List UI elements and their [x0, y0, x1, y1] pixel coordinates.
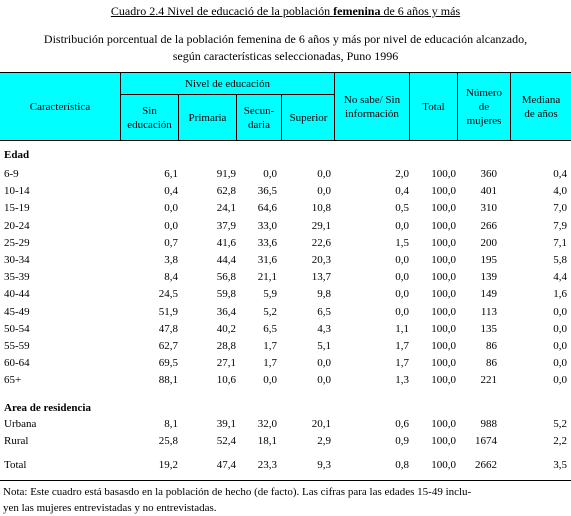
table-cell: 10,6: [216, 374, 236, 387]
table-row: [0, 322, 571, 338]
table-cell: 0,0: [553, 357, 567, 370]
divider: [457, 73, 458, 140]
header-primaria: Primaria: [188, 111, 227, 124]
table-cell: 27,1: [216, 357, 236, 370]
table-cell: 0,0: [395, 271, 409, 284]
table-cell: 100,0: [431, 202, 456, 215]
table-cell: 100,0: [431, 340, 456, 352]
note-line-2: yen las mujeres entrevistadas y no entrevistadas.: [3, 502, 217, 514]
table-row: [0, 184, 571, 200]
header-total: Total: [422, 100, 445, 113]
table-cell: 0,4: [164, 185, 178, 198]
divider: [281, 94, 282, 140]
table-cell: 100,0: [431, 459, 456, 471]
table-cell: 19,2: [158, 459, 178, 471]
table-row: [0, 270, 571, 286]
table-cell: 6,1: [164, 168, 178, 180]
table-cell: 4,0: [553, 185, 567, 198]
row-label: 20-24: [4, 219, 30, 232]
table-cell: 44,4: [216, 254, 236, 266]
row-label: 10-14: [4, 185, 30, 198]
table-cell: 39,1: [216, 418, 236, 430]
row-label: 30-34: [4, 254, 30, 266]
table-cell: 0,0: [317, 357, 331, 370]
table-cell: 69,5: [158, 357, 178, 370]
table-cell: 360: [480, 168, 497, 180]
table-cell: 100,0: [431, 288, 456, 301]
table-cell: 36,4: [216, 305, 236, 318]
header-nivel-educacion: Nivel de educación: [185, 78, 270, 90]
row-label: 60-64: [4, 357, 30, 370]
table-cell: 5,2: [263, 305, 277, 318]
table-cell: 1,3: [395, 374, 409, 387]
header-secundaria: Secun- daria: [243, 104, 275, 131]
table-cell: 91,9: [216, 168, 236, 180]
table-cell: 88,1: [158, 374, 178, 387]
header-caracteristica: Característica: [29, 100, 91, 113]
table-header: [0, 72, 571, 141]
header-no-sabe: No sabe/ Sin información: [343, 93, 401, 120]
table-cell: 59,8: [216, 288, 236, 301]
table-cell: 62,7: [158, 340, 178, 352]
table-cell: 1,7: [395, 340, 409, 352]
table-cell: 7,0: [553, 202, 567, 215]
table-row: [0, 236, 571, 252]
table-cell: 64,6: [257, 202, 277, 215]
table-cell: 139: [480, 271, 497, 284]
table-cell: 28,8: [216, 340, 236, 352]
table-row: [0, 201, 571, 217]
table-cell: 6,5: [317, 305, 331, 318]
table-cell: 0,0: [553, 374, 567, 387]
table-cell: 7,9: [553, 219, 567, 232]
table-cell: 113: [480, 305, 497, 318]
table-row: [0, 219, 571, 235]
table-cell: 0,4: [553, 168, 567, 180]
table-cell: 221: [480, 374, 497, 387]
table-cell: 33,6: [257, 236, 277, 249]
table-subtitle: [0, 31, 571, 65]
note-line-1: Nota: Este cuadro está basasdo en la población de hecho (de facto). Las cifras para las edades 15-49 inclu-: [3, 486, 472, 498]
table-title: [0, 4, 571, 19]
section-residencia: Area de residencia: [4, 402, 91, 414]
table-cell: 9,3: [317, 459, 331, 471]
table-cell: 32,0: [257, 418, 277, 430]
table-cell: 1,6: [553, 288, 567, 301]
row-label: 25-29: [4, 236, 30, 249]
table-cell: 0,0: [263, 374, 277, 387]
table-cell: 9,8: [317, 288, 331, 301]
row-label: 55-59: [4, 340, 30, 352]
table-cell: 0,8: [395, 459, 409, 471]
table-cell: 310: [480, 202, 497, 215]
row-label: 65+: [4, 374, 22, 387]
table-row: [0, 373, 571, 389]
title-bold: femenina: [333, 4, 381, 18]
header-superior: Superior: [289, 111, 328, 124]
table-cell: 86: [486, 357, 497, 370]
table-cell: 988: [480, 418, 497, 430]
divider: [120, 94, 335, 95]
table-cell: 20,3: [311, 254, 331, 266]
table-cell: 5,1: [317, 340, 331, 352]
table-cell: 4,4: [553, 271, 567, 284]
table-cell: 0,0: [395, 305, 409, 318]
table-cell: 24,1: [216, 202, 236, 215]
table-cell: 401: [480, 185, 497, 198]
table-cell: 47,8: [158, 322, 178, 335]
table-cell: 0,0: [317, 168, 331, 180]
table-row: [0, 253, 571, 269]
table-row: [0, 305, 571, 321]
table-cell: 13,7: [311, 271, 331, 284]
row-label: Total: [4, 459, 27, 471]
table-cell: 3,8: [164, 254, 178, 266]
table-cell: 2,2: [553, 435, 567, 447]
table-cell: 2,9: [317, 435, 331, 447]
table-cell: 0,0: [317, 374, 331, 387]
table-cell: 0,6: [395, 418, 409, 430]
table-cell: 100,0: [431, 357, 456, 370]
row-label: 15-19: [4, 202, 30, 215]
table-cell: 18,1: [257, 435, 277, 447]
divider: [120, 73, 121, 140]
header-mediana: Mediana de años: [521, 93, 561, 120]
table-row: [0, 356, 571, 372]
table-cell: 31,6: [257, 254, 277, 266]
table-cell: 100,0: [431, 219, 456, 232]
table-cell: 7,1: [553, 236, 567, 249]
table-cell: 86: [486, 340, 497, 352]
table-cell: 0,4: [395, 185, 409, 198]
table-cell: 0,0: [395, 288, 409, 301]
row-label: 35-39: [4, 271, 30, 284]
table-cell: 100,0: [431, 305, 456, 318]
table-cell: 1,7: [263, 357, 277, 370]
table-cell: 36,5: [257, 185, 277, 198]
table-row: [0, 287, 571, 303]
table-cell: 266: [480, 219, 497, 232]
table-cell: 5,8: [553, 254, 567, 266]
table-cell: 0,0: [553, 340, 567, 352]
table-row: [0, 339, 571, 355]
subtitle-line-1: Distribución porcentual de la población femenina de 6 años y más por nivel de educación alcanzado,: [43, 32, 528, 46]
table-cell: 51,9: [158, 305, 178, 318]
table-cell: 29,1: [311, 219, 331, 232]
table-cell: 0,9: [395, 435, 409, 447]
table-cell: 0,0: [395, 219, 409, 232]
table-cell: 8,1: [164, 418, 178, 430]
title-prefix: Cuadro 2.4 Nivel de educació de la población: [110, 4, 334, 18]
table-row: [0, 434, 571, 450]
table-cell: 100,0: [431, 236, 456, 249]
header-numero-mujeres: Número de mujeres: [465, 86, 503, 127]
table-cell: 23,3: [257, 459, 277, 471]
table-cell: 0,0: [164, 219, 178, 232]
table-cell: 0,0: [395, 254, 409, 266]
table-cell: 5,9: [263, 288, 277, 301]
table-cell: 40,2: [216, 322, 236, 335]
table-cell: 3,5: [553, 459, 567, 471]
divider: [178, 94, 179, 140]
table-cell: 25,8: [158, 435, 178, 447]
row-label: 45-49: [4, 305, 30, 318]
table-cell: 0,0: [164, 202, 178, 215]
table-cell: 52,4: [216, 435, 236, 447]
table-cell: 100,0: [431, 435, 456, 447]
table-cell: 200: [480, 236, 497, 249]
table-cell: 149: [480, 288, 497, 301]
row-label: 40-44: [4, 288, 30, 301]
table-cell: 24,5: [158, 288, 178, 301]
table-row: [0, 417, 571, 433]
table-cell: 2,0: [395, 168, 409, 180]
subtitle-line-2: según características seleccionadas, Puno 1996: [172, 49, 399, 63]
table-cell: 5,2: [553, 418, 567, 430]
table-cell: 62,8: [216, 185, 236, 198]
table-cell: 22,6: [311, 236, 331, 249]
divider: [510, 73, 511, 140]
table-cell: 100,0: [431, 374, 456, 387]
table-cell: 10,8: [311, 202, 331, 215]
table-cell: 56,8: [216, 271, 236, 284]
table-cell: 135: [480, 322, 497, 335]
table-row: [0, 167, 571, 183]
table-cell: 41,6: [216, 236, 236, 249]
table-cell: 100,0: [431, 168, 456, 180]
table-cell: 4,3: [317, 322, 331, 335]
table-cell: 195: [480, 254, 497, 266]
table-cell: 47,4: [216, 459, 236, 471]
table-row: [0, 458, 571, 474]
table-cell: 0,5: [395, 202, 409, 215]
table-cell: 100,0: [431, 322, 456, 335]
table-cell: 1,7: [395, 357, 409, 370]
title-suffix: de 6 años y más: [380, 4, 461, 18]
table-note: [3, 484, 568, 516]
table-cell: 1674: [475, 435, 497, 447]
divider: [409, 73, 410, 140]
divider: [236, 94, 237, 140]
table-cell: 100,0: [431, 418, 456, 430]
table-cell: 0,0: [553, 305, 567, 318]
table-cell: 1,7: [263, 340, 277, 352]
row-label: Urbana: [4, 418, 37, 430]
row-label: 50-54: [4, 322, 30, 335]
table-cell: 100,0: [431, 185, 456, 198]
table-cell: 0,7: [164, 236, 178, 249]
table-cell: 21,1: [257, 271, 277, 284]
table-cell: 33,0: [257, 219, 277, 232]
table-cell: 2662: [475, 459, 497, 471]
row-label: 6-9: [4, 168, 19, 180]
table-cell: 0,0: [263, 168, 277, 180]
table-cell: 0,0: [317, 185, 331, 198]
table-cell: 20,1: [311, 418, 331, 430]
table-cell: 1,1: [395, 322, 409, 335]
row-label: Rural: [4, 435, 29, 447]
divider: [334, 73, 335, 140]
table-cell: 6,5: [263, 322, 277, 335]
header-sin-educacion: Sin educación: [127, 104, 172, 131]
section-edad: Edad: [4, 149, 30, 161]
table-cell: 1,5: [395, 236, 409, 249]
table-cell: 100,0: [431, 254, 456, 266]
table-cell: 8,4: [164, 271, 178, 284]
table-cell: 0,0: [553, 322, 567, 335]
table-cell: 100,0: [431, 271, 456, 284]
table-cell: 37,9: [216, 219, 236, 232]
footer-divider: [0, 480, 571, 481]
